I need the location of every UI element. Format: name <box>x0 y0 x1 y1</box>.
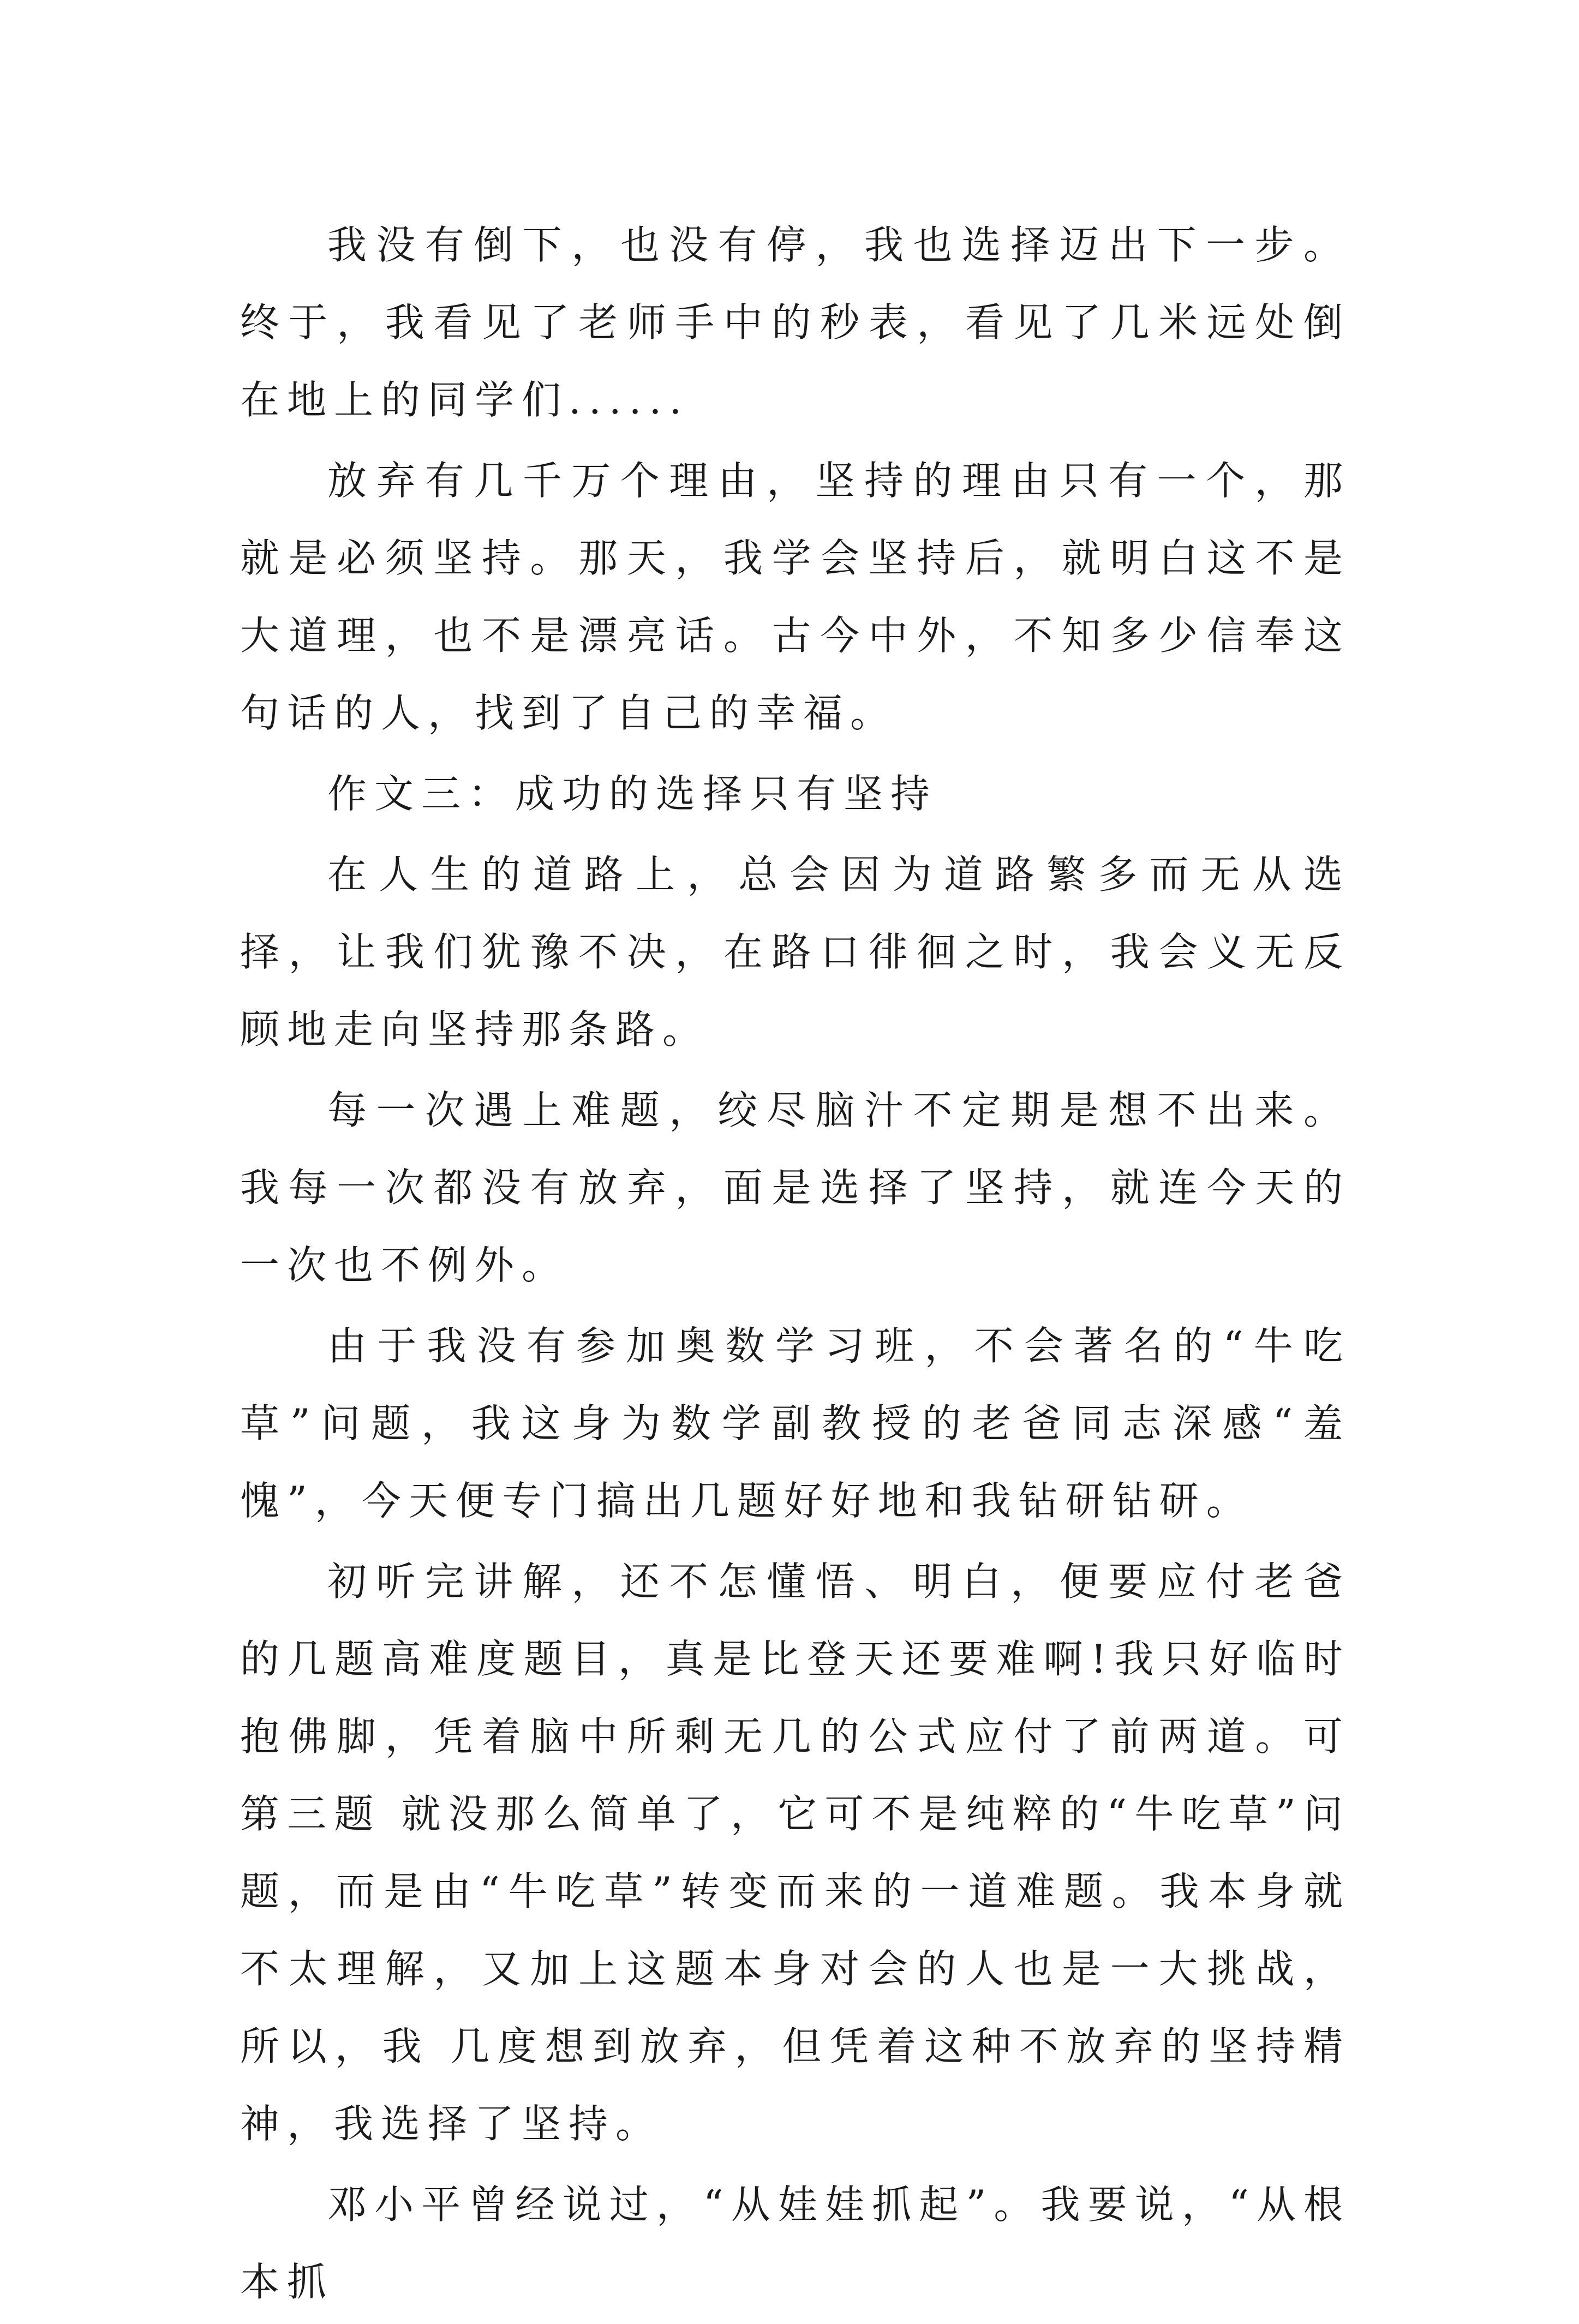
paragraph-5: 每一次遇上难题，绞尽脑汁不定期是想不出来。我每一次都没有放弃，面是选择了坚持，就连今天的一次也不例外。 <box>240 1087 1350 1288</box>
paragraph-6: 由于我没有参加奥数学习班，不会著名的“牛吃草”问题，我这身为数学副教授的老爸同志深感“羞愧”，今天便专门搞出几题好好地和我钻研钻研。 <box>240 1323 1350 1524</box>
body-text <box>240 206 1350 2324</box>
paragraph-2: 放弃有几千万个理由，坚持的理由只有一个，那就是必须坚持。那天，我学会坚持后，就明白这不是大道理，也不是漂亮话。古今中外，不知多少信奉这句话的人，找到了自己的幸福。 <box>240 458 1350 736</box>
section-heading: 作文三：成功的选择只有坚持 <box>327 771 938 817</box>
paragraph-8: 邓小平曾经说过，“从娃娃抓起”。我要说，“从根本抓 <box>240 2182 1350 2305</box>
paragraph-4: 在人生的道路上，总会因为道路繁多而无从选择，让我们犹豫不决，在路口徘徊之时，我会义无反顾地走向坚持那条路。 <box>240 852 1350 1052</box>
paragraph-7: 初听完讲解，还不怎懂悟、明白，便要应付老爸的几题高难度题目，真是比登天还要难啊!我只好临时抱佛脚，凭着脑中所剩无几的公式应付了前两道。可第三题 就没那么简单了，它可不是纯粹的“牛吃草”问题，而是由“牛吃草”转变而来的一道难题。我本身就不太理解，又加上这题本身对会的人也是一大挑战，所以，我 几度想到放弃，但凭着这种不放弃的坚持精神，我选择了坚持。 <box>240 1559 1350 2147</box>
paragraph-1: 我没有倒下，也没有停，我也选择迈出下一步。终于，我看见了老师手中的秒表，看见了几米远处倒在地上的同学们...... <box>240 222 1350 423</box>
